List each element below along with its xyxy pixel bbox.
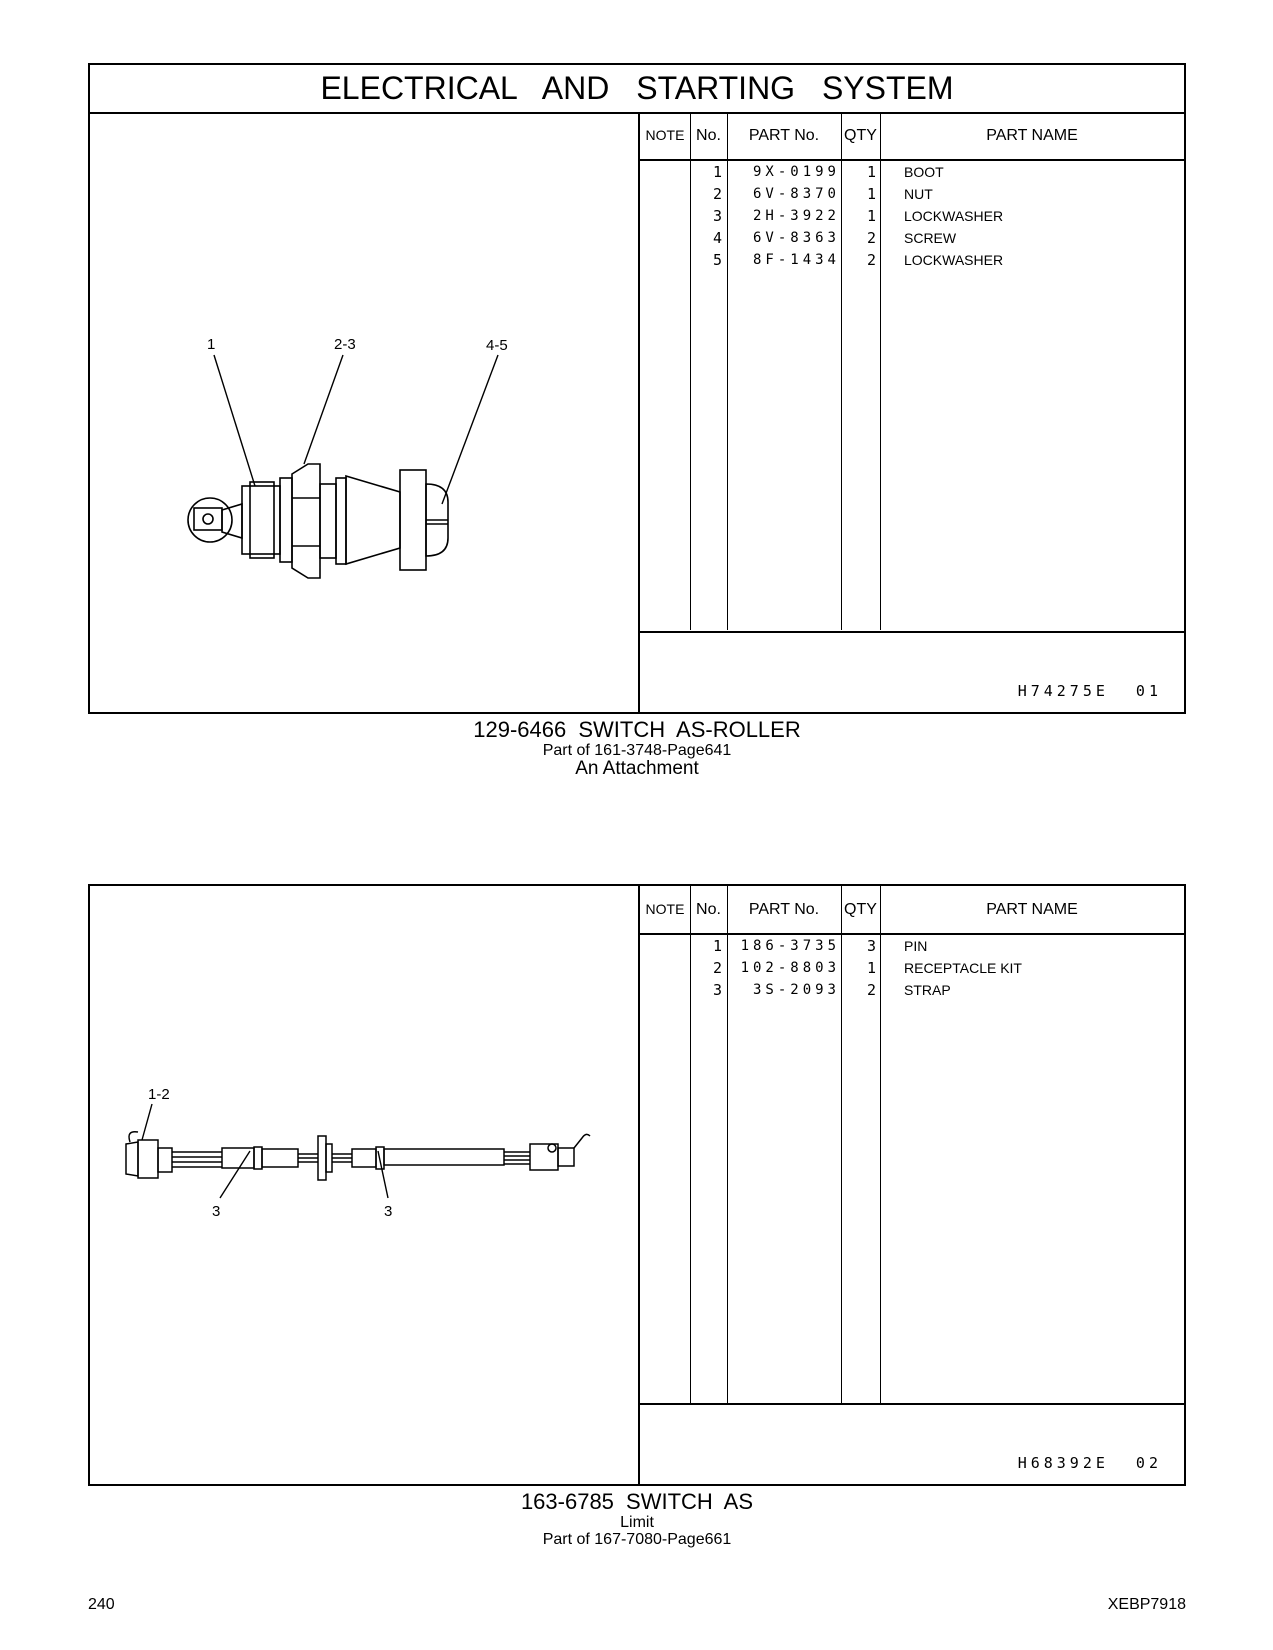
part-number: 6V-8363 bbox=[752, 230, 840, 246]
part-number: 2H-3922 bbox=[752, 208, 840, 224]
caption-subtitle: Part of 161-3748-Page641 bbox=[542, 742, 732, 759]
item-number: 4 bbox=[712, 229, 722, 247]
header-qty: QTY bbox=[844, 127, 877, 144]
part-number: 102-8803 bbox=[740, 960, 840, 976]
quantity: 1 bbox=[866, 207, 876, 225]
callout-label: 1-2 bbox=[148, 1086, 170, 1103]
item-number: 2 bbox=[712, 959, 722, 977]
table-row bbox=[640, 161, 1184, 184]
table-header bbox=[640, 112, 1184, 161]
part-number: 3S-2093 bbox=[752, 982, 840, 998]
caption-subtitle: Limit bbox=[620, 1514, 654, 1531]
part-number: 9X-0199 bbox=[752, 164, 840, 180]
header-note: NOTE bbox=[645, 127, 685, 143]
parts-table-1 bbox=[638, 112, 1184, 712]
item-number: 2 bbox=[712, 185, 722, 203]
quantity: 3 bbox=[866, 937, 876, 955]
callout-label: 4-5 bbox=[486, 337, 508, 354]
limit-switch-harness-drawing bbox=[90, 886, 638, 1484]
part-name: RECEPTACLE KIT bbox=[904, 960, 1022, 976]
part-name: PIN bbox=[904, 938, 928, 954]
table-row bbox=[640, 957, 1184, 980]
quantity: 2 bbox=[866, 981, 876, 999]
header-part-name: PART NAME bbox=[986, 127, 1078, 144]
document-code: XEBP7918 bbox=[1107, 1596, 1186, 1613]
table-row bbox=[640, 979, 1184, 1002]
quantity: 1 bbox=[866, 185, 876, 203]
part-number: 6V-8370 bbox=[752, 186, 840, 202]
part-name: LOCKWASHER bbox=[904, 252, 1004, 268]
quantity: 1 bbox=[866, 959, 876, 977]
item-number: 3 bbox=[712, 207, 722, 225]
item-number: 3 bbox=[712, 981, 722, 999]
table-row bbox=[640, 183, 1184, 206]
caption-section-1 bbox=[88, 718, 1186, 779]
quantity: 2 bbox=[866, 251, 876, 269]
header-no: No. bbox=[696, 127, 721, 144]
header-part-no: PART No. bbox=[748, 901, 820, 918]
caption-title: 163-6785 SWITCH AS bbox=[520, 1489, 754, 1514]
parts-table-2 bbox=[638, 886, 1184, 1484]
table-row bbox=[640, 249, 1184, 272]
header-note: NOTE bbox=[645, 901, 685, 917]
callout-label: 3 bbox=[384, 1203, 393, 1220]
table-row bbox=[640, 227, 1184, 250]
item-number: 1 bbox=[712, 937, 722, 955]
section-banner: ELECTRICAL AND STARTING SYSTEM bbox=[90, 65, 1184, 114]
table-row bbox=[640, 935, 1184, 958]
part-name: LOCKWASHER bbox=[904, 208, 1004, 224]
callout-label: 3 bbox=[212, 1203, 221, 1220]
header-part-no: PART No. bbox=[748, 127, 820, 144]
quantity: 2 bbox=[866, 229, 876, 247]
callout-label: 1 bbox=[207, 336, 216, 353]
item-number: 5 bbox=[712, 251, 722, 269]
illustration-code: H68392E 02 bbox=[1017, 1454, 1162, 1472]
part-name: BOOT bbox=[904, 164, 944, 180]
item-number: 1 bbox=[712, 163, 722, 181]
part-name: NUT bbox=[904, 186, 933, 202]
header-part-name: PART NAME bbox=[986, 901, 1078, 918]
illustration-code: H74275E 01 bbox=[1017, 682, 1162, 700]
header-no: No. bbox=[696, 901, 721, 918]
illustration-limit-switch bbox=[90, 886, 638, 1484]
roller-switch-drawing bbox=[90, 112, 638, 712]
table-header bbox=[640, 886, 1184, 935]
table-footer bbox=[640, 631, 1184, 712]
header-qty: QTY bbox=[844, 901, 877, 918]
part-number: 8F-1434 bbox=[752, 252, 840, 268]
part-name: SCREW bbox=[904, 230, 957, 246]
table-footer bbox=[640, 1403, 1184, 1484]
parts-section-2 bbox=[88, 884, 1186, 1486]
parts-section-1 bbox=[88, 63, 1186, 714]
caption-section-2 bbox=[88, 1490, 1186, 1548]
page-number: 240 bbox=[88, 1596, 115, 1613]
quantity: 1 bbox=[866, 163, 876, 181]
caption-title: 129-6466 SWITCH AS-ROLLER bbox=[473, 717, 801, 742]
table-row bbox=[640, 205, 1184, 228]
callout-label: 2-3 bbox=[334, 336, 356, 353]
part-number: 186-3735 bbox=[740, 938, 840, 954]
illustration-roller-switch bbox=[90, 112, 638, 712]
part-name: STRAP bbox=[904, 982, 951, 998]
caption-subtitle: Part of 167-7080-Page661 bbox=[542, 1531, 732, 1548]
caption-subtitle: An Attachment bbox=[575, 758, 699, 779]
